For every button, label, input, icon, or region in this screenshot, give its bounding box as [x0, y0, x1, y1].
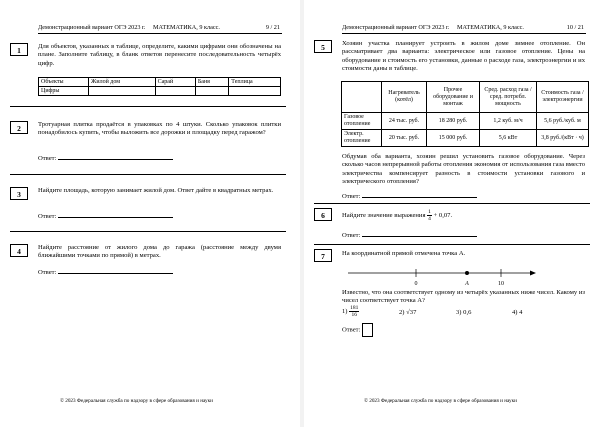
number-line: [342, 265, 542, 289]
fraction-denominator: 16: [351, 312, 358, 318]
question-number-7: 7: [314, 249, 332, 262]
page-left: [0, 0, 300, 427]
table-header-greenhouse: Теплица: [229, 78, 281, 87]
answer-line[interactable]: [58, 211, 173, 218]
answer-field-5: [342, 191, 477, 200]
table-header-bath: Баня: [195, 78, 228, 87]
footer: © 2023 Федеральная служба по надзору в сфере образования и науки: [60, 398, 213, 404]
table-header-shed: Сарай: [155, 78, 195, 87]
question-number-3: 3: [10, 187, 28, 200]
table-cell: 24 тыс. руб.: [382, 113, 427, 130]
table-cell: 1,2 куб. м/ч: [480, 113, 537, 130]
header-center: МАТЕМАТИКА, 9 класс.: [153, 24, 220, 31]
table-cell: 15 000 руб.: [427, 130, 480, 147]
question-text-5: Хозяин участка планирует устроить в жилом доме зимнее отопление. Он рассматривает два варианта: электрическое или газовое отопление. Цены на оборудование и стоимость его установки, данные о расходе газа, электроэнергии и их стоимости даны в таблице.: [342, 40, 585, 72]
table-cell: 3,8 руб./(кВт · ч): [537, 130, 589, 147]
header-rule: [38, 33, 282, 34]
question-text-1: Для объектов, указанных в таблице, определите, какими цифрами они обозначены на плане. Заполните таблицу, в бланк ответов перенесите последовательность четырёх цифр.: [38, 43, 281, 67]
table-cell: [155, 87, 195, 96]
table-header-cost: Стоимость газа / электроэнергии: [537, 82, 589, 113]
separator: [314, 203, 590, 204]
heating-table: [341, 81, 589, 147]
answer-field-3: [38, 211, 173, 220]
expression-prefix: Найдите значение выражения: [342, 212, 426, 220]
expression-suffix: + 0,07.: [433, 212, 453, 220]
header-rule: [342, 33, 586, 34]
table-cell: 5,6 руб./куб. м: [537, 113, 589, 130]
option-value: 4: [519, 309, 523, 316]
question-text-4: Найдите расстояние от жилого дома до гаража (расстояние между двумя ближайшими точками по прямой) в метрах.: [38, 244, 281, 260]
footer: © 2023 Федеральная служба по надзору в сфере образования и науки: [364, 398, 517, 404]
answer-box[interactable]: [362, 323, 373, 337]
objects-table: [38, 77, 281, 96]
answer-field-4: [38, 267, 173, 276]
table-header-objects: Объекты: [39, 78, 89, 87]
table-row-label: Электр. отопление: [342, 130, 382, 147]
table-header-consumption: Сред. расход газа / сред. потребл. мощность: [480, 82, 537, 113]
question-text-3: Найдите площадь, которую занимает жилой дом. Ответ дайте в квадратных метрах.: [38, 187, 274, 194]
answer-label: Ответ:: [342, 193, 361, 200]
fraction-denominator: 4: [428, 216, 431, 222]
header-left: Демонстрационный вариант ОГЭ 2023 г.: [342, 24, 450, 31]
option-number: 2): [399, 309, 405, 316]
table-header: [342, 82, 382, 113]
answer-label: Ответ:: [38, 269, 57, 276]
separator: [10, 106, 286, 107]
option-3: [456, 309, 471, 316]
table-header-equipment: Прочее оборудование и монтаж: [427, 82, 480, 113]
header-center: МАТЕМАТИКА, 9 класс.: [457, 24, 524, 31]
answer-line[interactable]: [362, 230, 477, 237]
answer-line[interactable]: [362, 191, 477, 198]
table-cell: 18 280 руб.: [427, 113, 480, 130]
question-text-7b: Известно, что она соответствует одному из четырёх указанных ниже чисел. Какому из чисел соответствует точка A?: [342, 289, 585, 305]
table-cell: [195, 87, 228, 96]
option-1: [342, 305, 359, 318]
page-number: 10 / 21: [566, 24, 584, 31]
question-number-1: 1: [10, 43, 28, 56]
page-right: [304, 0, 604, 427]
question-number-4: 4: [10, 244, 28, 257]
answer-line[interactable]: [58, 267, 173, 274]
question-text-6: [342, 209, 585, 222]
tick-label-0: 0: [414, 281, 418, 287]
question-number-6: 6: [314, 208, 332, 221]
table-row-label: Газовое отопление: [342, 113, 382, 130]
table-row-label: Цифры: [39, 87, 89, 96]
option-number: 1): [342, 308, 348, 316]
table-cell: [229, 87, 281, 96]
option-number: 4): [512, 309, 518, 316]
option-value: 0,6: [463, 309, 472, 316]
question-number-2: 2: [10, 121, 28, 134]
fraction: [349, 305, 359, 318]
answer-label: Ответ:: [342, 326, 361, 334]
question-text-5b: Обдумав оба варианта, хозяин решил установить газовое оборудование. Через сколько часов непрерывной работы отопления экономия от использования газа вместо электричества компенсирует разность в стоимости установки газового и электрического отопления?: [342, 153, 585, 185]
axis-arrow: [530, 271, 536, 276]
question-text-2: Тротуарная плитка продаётся в упаковках по 4 штуки. Сколько упаковок плитки понадобилось купить, чтобы выложить все дорожки и площадку перед гаражом?: [38, 121, 281, 137]
question-number-5: 5: [314, 40, 332, 53]
point-a: [465, 271, 469, 275]
answer-label: Ответ:: [342, 232, 361, 239]
answer-line[interactable]: [58, 153, 173, 160]
fraction: [427, 209, 432, 222]
separator: [314, 244, 590, 245]
header-left: Демонстрационный вариант ОГЭ 2023 г.: [38, 24, 146, 31]
fraction-numerator: 1: [428, 209, 431, 215]
tick-label-a: A: [465, 281, 469, 287]
answer-field-7: [342, 323, 373, 337]
answer-field-6: [342, 230, 477, 239]
option-2: [399, 309, 416, 316]
answer-label: Ответ:: [38, 155, 57, 162]
option-number: 3): [456, 309, 462, 316]
page-number: 9 / 21: [265, 24, 280, 31]
table-header-house: Жилой дом: [89, 78, 156, 87]
answer-label: Ответ:: [38, 213, 57, 220]
question-text-7: На координатной прямой отмечена точка A.: [342, 250, 466, 257]
option-value: √37: [406, 309, 417, 316]
fraction-numerator: 181: [350, 305, 359, 311]
option-4: [512, 309, 522, 316]
table-header-boiler: Нагреватель (котёл): [382, 82, 427, 113]
table-cell: 5,6 кВт: [480, 130, 537, 147]
table-cell: 20 тыс. руб.: [382, 130, 427, 147]
table-cell: [89, 87, 156, 96]
separator: [10, 231, 286, 232]
tick-label-10: 10: [498, 281, 504, 287]
answer-field-2: [38, 153, 173, 162]
separator: [10, 174, 286, 175]
